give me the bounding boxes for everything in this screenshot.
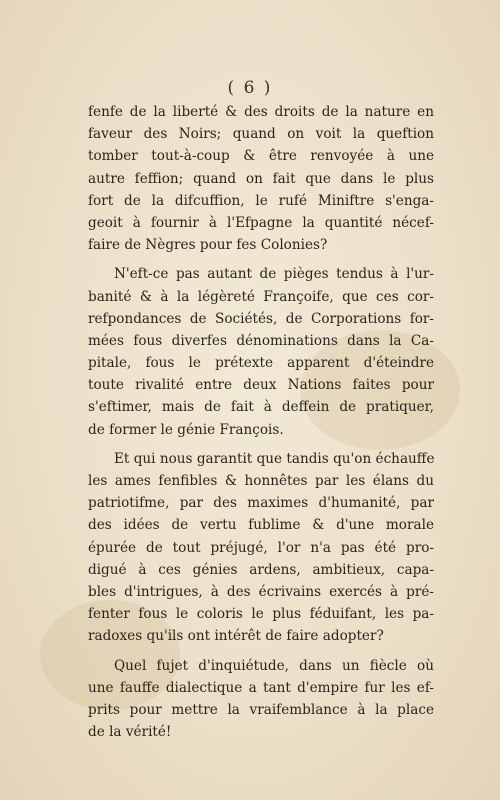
text-line: mées fous diverfes dénominations dans la Ca-: [88, 332, 434, 349]
text-line: de la vérité!: [88, 724, 172, 741]
text-line: toute rivalité entre deux Nations faites pour: [88, 377, 434, 394]
text-line: digué à ces génies ardens, ambitieux, capa-: [88, 561, 434, 578]
paragraph: [88, 263, 434, 441]
text-line: fort de la difcuffion, le rufé Miniftre s'enga-: [88, 192, 434, 209]
text-line: épurée de tout préjugé, l'or n'a pas été pro-: [88, 539, 434, 556]
text-line: de former le génie François.: [88, 421, 284, 438]
text-line: N'eft-ce pas autant de pièges tendus à l'ur-: [114, 266, 434, 283]
text-line: pitale, fous le prétexte apparent d'éteindre: [88, 355, 434, 372]
text-line: s'eftimer, mais de fait à deffein de pratiquer,: [88, 399, 434, 416]
text-line: prits pour mettre la vraifemblance à la place: [88, 701, 434, 718]
page-number: ( 6 ): [227, 78, 273, 98]
text-line: banité & à la légèreté Françoife, que ces cor-: [88, 288, 434, 305]
text-line: bles d'intrigues, à des écrivains exercés à pré-: [88, 583, 434, 600]
text-line: une fauffe dialectique a tant d'empire fur les ef-: [88, 679, 434, 696]
paragraph: [88, 448, 434, 648]
text-line: des idées de vertu fublime & d'une morale: [88, 517, 434, 534]
text-line: autre feffion; quand on fait que dans le plus: [88, 170, 434, 187]
text-line: Quel fujet d'inquiétude, dans un fiècle où: [114, 657, 434, 674]
text-line: fenter fous le coloris le plus féduifant, les pa-: [88, 606, 434, 623]
text-line: refpondances de Sociétés, de Corporations for-: [88, 310, 434, 327]
paragraph: [88, 655, 434, 744]
text-line: Et qui nous garantit que tandis qu'on échauffe: [114, 450, 435, 467]
text-line: faveur des Noirs; quand on voit la queftion: [88, 126, 434, 143]
paragraph: [88, 101, 434, 256]
text-line: patriotifme, par des maximes d'humanité, par: [88, 495, 434, 512]
text-line: faire de Nègres pour fes Colonies?: [88, 237, 328, 254]
text-line: radoxes qu'ils ont intérêt de faire adopter?: [88, 628, 384, 645]
body-text: [88, 101, 434, 743]
text-line: fenfe de la liberté & des droits de la nature en: [88, 104, 434, 120]
text-line: geoit à fournir à l'Efpagne la quantité nécef-: [88, 214, 434, 231]
text-line: tomber tout-à-coup & être renvoyée à une: [88, 148, 434, 165]
text-line: les ames fenfibles & honnêtes par les élans du: [88, 473, 434, 489]
